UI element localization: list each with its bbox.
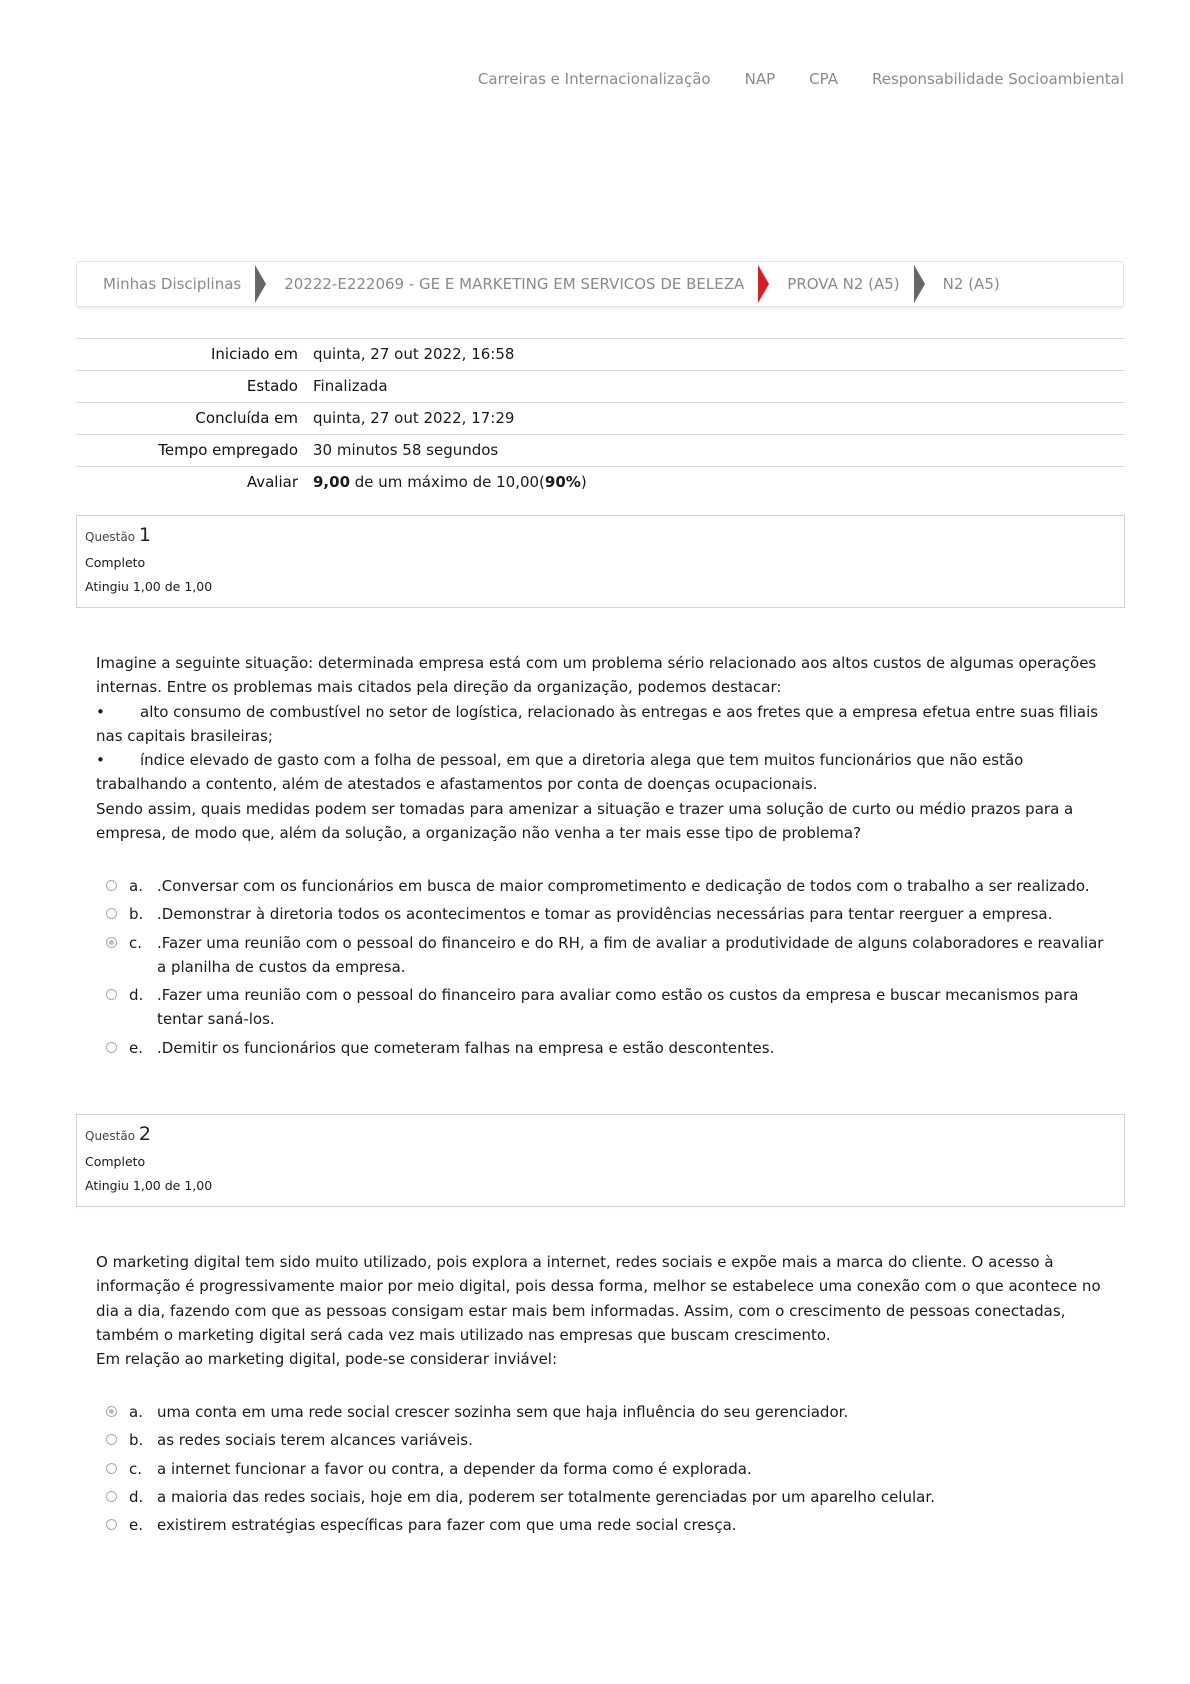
radio-button[interactable] [106,1519,117,1530]
answer-option[interactable]: c. .Fazer uma reunião com o pessoal do financeiro e do RH, a fim de avaliar a produtividade de alguns colaboradores e reavaliar a planilha de custos da empresa. [106,931,1116,980]
radio-button-selected[interactable] [106,937,117,948]
radio-button[interactable] [106,880,117,891]
grade-value: 9,00 [313,473,351,491]
answer-option[interactable]: b. .Demonstrar à diretoria todos os acontecimentos e tomar as providências necessárias para tentar reerguer a empresa. [106,902,1116,926]
summary-value: quinta, 27 out 2022, 16:58 [313,339,1125,371]
breadcrumb-course[interactable]: 20222-E222069 - GE E MARKETING EM SERVICOS DE BELEZA [284,275,745,293]
radio-button[interactable] [106,1434,117,1445]
summary-value: Finalizada [313,371,1125,403]
bullet-icon: • [96,751,105,770]
answer-option[interactable]: e. .Demitir os funcionários que cometeram falhas na empresa e estão descontentes. [106,1036,1116,1060]
summary-value: 30 minutos 58 segundos [313,435,1125,467]
grade-text-end: ) [580,473,587,491]
answer-option[interactable]: e. existirem estratégias específicas para fazer com que uma rede social cresça. [106,1513,1116,1537]
summary-label: Estado [76,371,313,403]
attempt-summary [76,338,1125,498]
radio-button[interactable] [106,989,117,1000]
radio-button-selected[interactable] [106,1406,117,1417]
answer-option[interactable]: c. a internet funcionar a favor ou contra, a depender da forma como é explorada. [106,1457,1116,1481]
question-paragraph: O marketing digital tem sido muito utilizado, pois explora a internet, redes sociais e expõe mais a marca do cliente. O acesso à informação é progressivamente maior por meio digital, pois dessa forma, melhor se estabelece uma conexão com o que acontece no dia a dia, fazendo com que as pessoas consigam estar mais bem informadas. Assim, com o crescimento de pessoas conectadas, também o marketing digital será cada vez mais utilizado nas empresas que buscam crescimento. [96,1253,1101,1344]
bullet-icon: • [96,702,105,721]
question-bullet: • índice elevado de gasto com a folha de pessoal, em que a diretoria alega que tem muitos funcionários que não estão trabalhando a contento, além de atestados e afastamentos por conta de doenças ocupacionais. [96,748,1106,797]
question-mark: Atingiu 1,00 de 1,00 [85,579,213,594]
radio-button[interactable] [106,1042,117,1053]
question-mark: Atingiu 1,00 de 1,00 [85,1178,213,1193]
grade-text: de um máximo de 10,00( [350,473,545,491]
answer-option[interactable]: b. as redes sociais terem alcances variáveis. [106,1428,1116,1452]
question-paragraph: Imagine a seguinte situação: determinada empresa está com um problema sério relacionado aos altos custos de algumas operações internas. Entre os problemas mais citados pela direção da organização, podemos destacar: [96,654,1097,697]
breadcrumb-separator-icon [255,265,266,303]
question-text-1 [96,651,1106,845]
summary-label: Tempo empregado [76,435,313,467]
question-number: Questão 1 [85,524,152,546]
breadcrumb-minhas-disciplinas[interactable]: Minhas Disciplinas [103,275,242,293]
answer-options-2 [106,1400,1116,1541]
summary-value: quinta, 27 out 2022, 17:29 [313,403,1125,435]
question-text-2 [96,1250,1106,1371]
question-paragraph: Sendo assim, quais medidas podem ser tomadas para amenizar a situação e trazer uma solução de curto ou médio prazos para a empresa, de modo que, além da solução, a organização não venha a ter mais esse tipo de problema? [96,799,1074,843]
breadcrumb-separator-icon [758,265,769,303]
question-state: Completo [85,1154,146,1169]
question-info-2 [76,1114,1125,1207]
answer-option[interactable]: a. uma conta em uma rede social crescer sozinha sem que haja influência do seu gerenciador. [106,1400,1116,1424]
summary-label: Iniciado em [76,339,313,371]
question-paragraph: Em relação ao marketing digital, pode-se considerar inviável: [96,1350,558,1369]
radio-button[interactable] [106,908,117,919]
nav-link-carreiras[interactable]: Carreiras e Internacionalização [477,70,711,88]
radio-button[interactable] [106,1463,117,1474]
top-navigation [478,70,1124,88]
summary-label: Concluída em [76,403,313,435]
question-bullet: • alto consumo de combustível no setor de logística, relacionado às entregas e aos fretes que a empresa efetua entre suas filiais nas capitais brasileiras; [96,700,1106,749]
radio-button[interactable] [106,1491,117,1502]
breadcrumb-n2[interactable]: N2 (A5) [942,275,1000,293]
grade-percent: 90% [544,473,581,491]
nav-link-nap[interactable]: NAP [744,70,776,88]
breadcrumb [76,261,1124,307]
nav-link-responsabilidade[interactable]: Responsabilidade Socioambiental [871,70,1124,88]
summary-grade [313,467,1125,499]
answer-option[interactable]: d. .Fazer uma reunião com o pessoal do financeiro para avaliar como estão os custos da empresa e buscar mecanismos para tentar saná-los. [106,983,1116,1032]
question-state: Completo [85,555,146,570]
answer-option[interactable]: d. a maioria das redes sociais, hoje em dia, poderem ser totalmente gerenciadas por um aparelho celular. [106,1485,1116,1509]
answer-options-1 [106,874,1116,1064]
answer-option[interactable]: a. .Conversar com os funcionários em busca de maior comprometimento e dedicação de todos com o trabalho a ser realizado. [106,874,1116,898]
question-number: Questão 2 [85,1123,152,1145]
summary-label: Avaliar [76,467,313,499]
nav-link-cpa[interactable]: CPA [809,70,838,88]
question-info-1 [76,515,1125,608]
breadcrumb-separator-icon [914,265,925,303]
breadcrumb-prova[interactable]: PROVA N2 (A5) [787,275,900,293]
